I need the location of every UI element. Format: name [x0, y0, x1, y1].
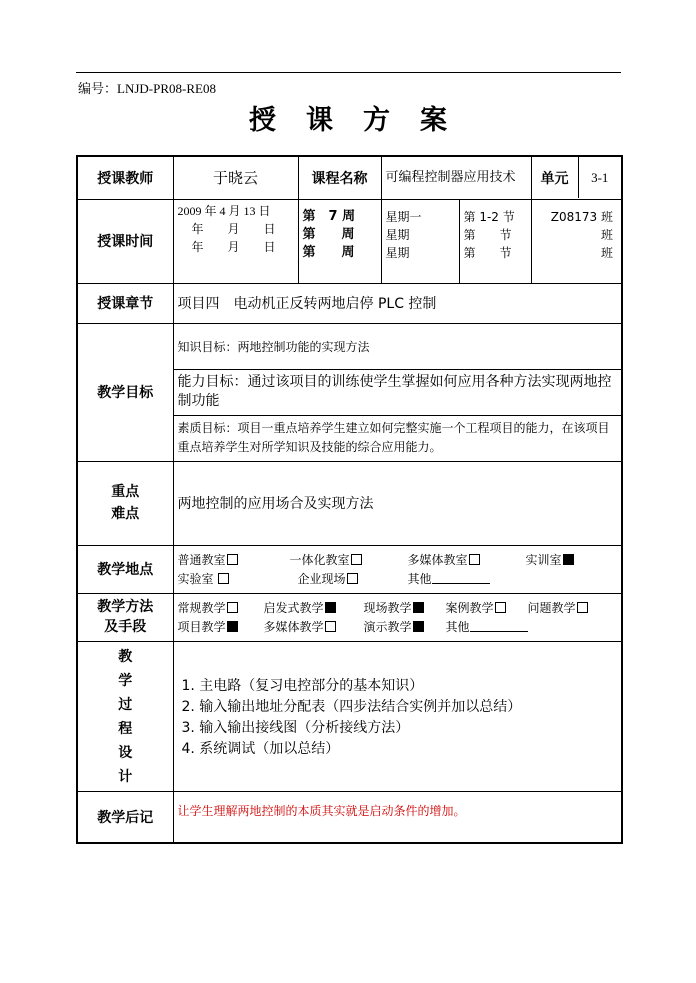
- method-option-problem[interactable]: 问题教学: [528, 599, 618, 616]
- location-options: [173, 545, 622, 593]
- week-2: 第 周: [302, 226, 355, 242]
- process-step-1: 1. 主电路（复习电控部分的基本知识）: [181, 677, 424, 694]
- checkbox-checked-icon[interactable]: [413, 602, 424, 613]
- section-cell: [459, 199, 531, 283]
- process-label-char: 学: [118, 673, 133, 689]
- location-option-general[interactable]: 普通教室: [178, 551, 290, 568]
- teacher-label: 授课教师: [77, 156, 173, 199]
- process-step-4: 4. 系统调试（加以总结）: [181, 740, 340, 757]
- method-option-heuristic[interactable]: 启发式教学: [264, 599, 364, 616]
- process-label-char: 教: [118, 649, 133, 665]
- row-objective-knowledge: [77, 323, 622, 369]
- reflection-value: 让学生理解两地控制的本质其实就是启动条件的增加。: [173, 791, 622, 843]
- date-3: 年 月 日: [191, 239, 276, 254]
- methods-label: [77, 593, 173, 641]
- week-3: 第 周: [302, 244, 355, 260]
- process-label-char: 设: [118, 745, 133, 761]
- location-option-enterprise[interactable]: 企业现场: [290, 570, 408, 587]
- time-label: 授课时间: [77, 199, 173, 283]
- checkbox-checked-icon[interactable]: [325, 602, 336, 613]
- unit-label: 单元: [532, 157, 579, 198]
- checkbox-icon[interactable]: [495, 602, 506, 613]
- row-reflection: [77, 791, 622, 843]
- objective-quality: 素质目标：项目一重点培养学生建立如何完整实施一个工程项目的能力，在该项目重点培养学生对所学知识及技能的综合应用能力。: [173, 415, 622, 461]
- unit-cell: [531, 156, 622, 199]
- teacher-value: 于晓云: [173, 156, 298, 199]
- reflection-label: 教学后记: [77, 791, 173, 843]
- checkbox-checked-icon[interactable]: [227, 621, 238, 632]
- keypoints-value: 两地控制的应用场合及实现方法: [173, 461, 622, 545]
- objectives-label: 教学目标: [77, 323, 173, 461]
- method-option-onsite[interactable]: 现场教学: [364, 599, 446, 616]
- process-label-char: 计: [118, 769, 133, 785]
- row-methods: [77, 593, 622, 641]
- objective-knowledge: 知识目标：两地控制功能的实现方法: [173, 323, 622, 369]
- week-cell: [298, 199, 381, 283]
- methods-options: [173, 593, 622, 641]
- row-location: [77, 545, 622, 593]
- row-process: [77, 641, 622, 791]
- checkbox-icon[interactable]: [347, 573, 358, 584]
- checkbox-icon[interactable]: [218, 573, 229, 584]
- keypoints-label-2: 难点: [111, 506, 140, 522]
- method-option-project[interactable]: 项目教学: [178, 618, 264, 635]
- day-1: 星期一: [385, 209, 422, 224]
- header-rule: [76, 72, 621, 73]
- week-1: 第 7 周: [302, 208, 356, 224]
- objective-ability: 能力目标：通过该项目的训练使学生掌握如何应用各种方法实现两地控制功能: [173, 369, 622, 415]
- methods-label-1: 教学方法: [97, 599, 154, 615]
- keypoints-label-1: 重点: [111, 484, 140, 500]
- location-option-training[interactable]: 实训室: [526, 551, 616, 568]
- checkbox-icon[interactable]: [227, 554, 238, 565]
- day-2: 星期: [385, 227, 410, 242]
- keypoints-label: [77, 461, 173, 545]
- section-2: 第 节: [463, 227, 512, 242]
- day-3: 星期: [385, 245, 410, 260]
- checkbox-icon[interactable]: [577, 602, 588, 613]
- process-label-char: 程: [118, 721, 133, 737]
- course-value: 可编程控制器应用技术: [381, 156, 531, 199]
- date-cell: [173, 199, 298, 283]
- chapter-label: 授课章节: [77, 283, 173, 323]
- location-option-other[interactable]: 其他: [408, 570, 526, 587]
- checkbox-icon[interactable]: [227, 602, 238, 613]
- checkbox-icon[interactable]: [351, 554, 362, 565]
- section-1: 第 1-2 节: [463, 209, 515, 224]
- date-1: 2009 年 4 月 13 日: [177, 203, 271, 218]
- method-option-case[interactable]: 案例教学: [446, 599, 528, 616]
- section-3: 第 节: [463, 245, 512, 260]
- method-option-demo[interactable]: 演示教学: [364, 618, 446, 635]
- process-step-2: 2. 输入输出地址分配表（四步法结合实例并加以总结）: [181, 698, 522, 715]
- checkbox-icon[interactable]: [325, 621, 336, 632]
- checkbox-checked-icon[interactable]: [413, 621, 424, 632]
- method-option-regular[interactable]: 常规教学: [178, 599, 264, 616]
- row-chapter: [77, 283, 622, 323]
- process-steps: [173, 641, 622, 791]
- location-label: 教学地点: [77, 545, 173, 593]
- date-2: 年 月 日: [191, 221, 276, 236]
- process-label: [77, 641, 173, 791]
- process-label-char: 过: [118, 697, 133, 713]
- course-label: 课程名称: [298, 156, 381, 199]
- method-option-multimedia[interactable]: 多媒体教学: [264, 618, 364, 635]
- other-blank-field[interactable]: [470, 620, 528, 632]
- document-number: 编号：LNJD-PR08-RE08: [78, 81, 216, 96]
- class-3: 班: [601, 245, 614, 260]
- class-cell: [531, 199, 622, 283]
- location-option-integrated[interactable]: 一体化教室: [290, 551, 408, 568]
- location-option-multimedia[interactable]: 多媒体教室: [408, 551, 526, 568]
- chapter-value: 项目四 电动机正反转两地启停 PLC 控制: [173, 283, 622, 323]
- row-time: [77, 199, 622, 283]
- location-option-lab[interactable]: 实验室: [178, 570, 290, 587]
- class-2: 班: [601, 227, 614, 242]
- methods-label-2: 及手段: [104, 619, 147, 635]
- method-option-other[interactable]: 其他: [446, 618, 618, 635]
- page-title: 授课方案: [249, 105, 477, 136]
- row-keypoints: [77, 461, 622, 545]
- day-cell: [381, 199, 459, 283]
- other-blank-field[interactable]: [432, 572, 490, 584]
- row-teacher-course: [77, 156, 622, 199]
- class-1: Z08173 班: [550, 209, 614, 224]
- process-step-3: 3. 输入输出接线图（分析接线方法）: [181, 719, 410, 736]
- checkbox-checked-icon[interactable]: [563, 554, 574, 565]
- unit-value: 3-1: [591, 169, 609, 185]
- lesson-plan-table: [76, 155, 623, 844]
- checkbox-icon[interactable]: [469, 554, 480, 565]
